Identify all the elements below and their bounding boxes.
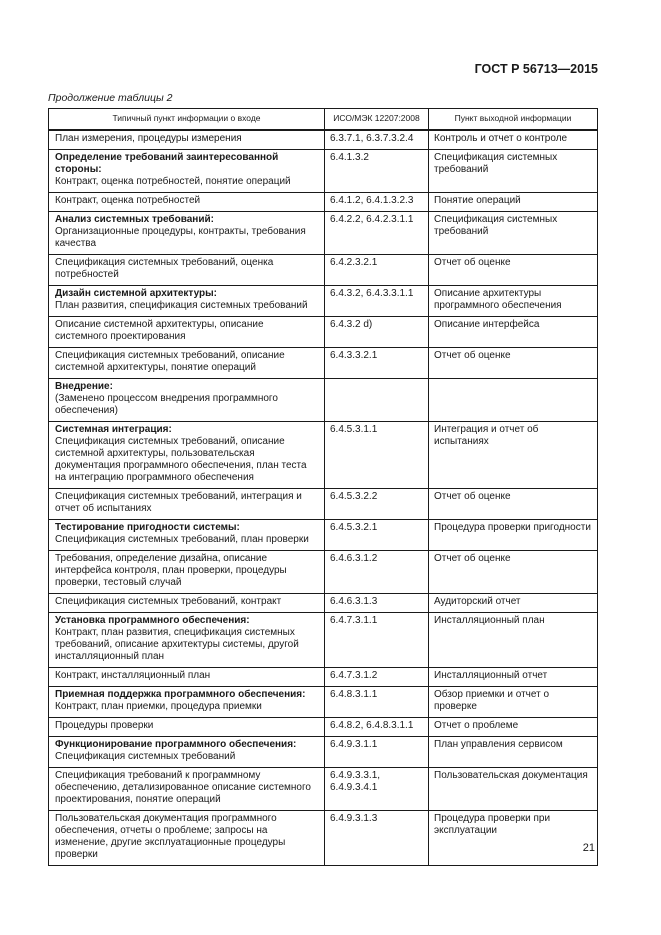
input-info-cell <box>49 286 325 317</box>
standard-ref-cell: 6.4.3.3.2.1 <box>325 348 429 379</box>
info-table <box>48 108 598 866</box>
output-info-cell: Аудиторский отчет <box>429 594 598 613</box>
standard-ref-cell <box>325 379 429 422</box>
output-info-cell: Процедура проверки при эксплуатации <box>429 811 598 866</box>
standard-ref-cell: 6.4.5.3.1.1 <box>325 422 429 489</box>
input-info-text: Контракт, оценка потребностей, понятие операций <box>55 176 291 187</box>
input-info-text: Спецификация требований к программному обеспечению, детализированное описание системного проектирования, понятие операций <box>55 770 311 805</box>
table-caption: Продолжение таблицы 2 <box>48 92 173 104</box>
standard-ref-cell: 6.4.7.3.1.2 <box>325 668 429 687</box>
table-row <box>49 150 598 193</box>
output-info-cell: Интеграция и отчет об испытаниях <box>429 422 598 489</box>
output-info-cell: Описание интерфейса <box>429 317 598 348</box>
table-row <box>49 286 598 317</box>
column-header-input: Типичный пункт информации о входе <box>49 109 325 131</box>
input-info-text: Спецификация системных требований <box>55 751 236 762</box>
table-row <box>49 687 598 718</box>
input-info-text: Контракт, план развития, спецификация системных требований, описание архитектуры системы, другой инсталляционный план <box>55 627 299 662</box>
output-info-cell: Отчет об оценке <box>429 489 598 520</box>
input-info-text: Спецификация системных требований, описание системной архитектуры, понятие операций <box>55 350 285 373</box>
table-row <box>49 520 598 551</box>
standard-code: ГОСТ Р 56713—2015 <box>474 62 598 76</box>
output-info-cell: Инсталляционный отчет <box>429 668 598 687</box>
output-info-cell: Контроль и отчет о контроле <box>429 130 598 150</box>
process-heading: Дизайн системной архитектуры: <box>55 288 217 299</box>
table-header-row <box>49 109 598 131</box>
table-body <box>49 130 598 866</box>
standard-ref-cell: 6.4.9.3.1.1 <box>325 737 429 768</box>
input-info-cell <box>49 489 325 520</box>
table-row <box>49 212 598 255</box>
output-info-cell: Спецификация системных требований <box>429 150 598 193</box>
output-info-cell: Пользовательская документация <box>429 768 598 811</box>
standard-ref-cell: 6.4.7.3.1.1 <box>325 613 429 668</box>
column-header-standard: ИСО/МЭК 12207:2008 <box>325 109 429 131</box>
table-row <box>49 768 598 811</box>
output-info-cell: План управления сервисом <box>429 737 598 768</box>
input-info-cell <box>49 422 325 489</box>
input-info-text: План измерения, процедуры измерения <box>55 133 242 144</box>
table-row <box>49 737 598 768</box>
output-info-cell: Отчет об оценке <box>429 551 598 594</box>
input-info-text: Контракт, инсталляционный план <box>55 670 211 681</box>
standard-ref-cell: 6.4.5.3.2.1 <box>325 520 429 551</box>
input-info-cell <box>49 379 325 422</box>
standard-ref-cell: 6.4.9.3.3.1, 6.4.9.3.4.1 <box>325 768 429 811</box>
input-info-cell <box>49 193 325 212</box>
input-info-cell <box>49 718 325 737</box>
input-info-text: Спецификация системных требований, план проверки <box>55 534 309 545</box>
input-info-text: Организационные процедуры, контракты, требования качества <box>55 226 306 249</box>
standard-ref-cell: 6.4.8.3.1.1 <box>325 687 429 718</box>
input-info-cell <box>49 594 325 613</box>
table-row <box>49 718 598 737</box>
table-row <box>49 255 598 286</box>
process-heading: Установка программного обеспечения: <box>55 615 250 626</box>
input-info-text: Спецификация системных требований, интеграция и отчет об испытаниях <box>55 491 302 514</box>
input-info-text: Описание системной архитектуры, описание системного проектирования <box>55 319 264 342</box>
table-row <box>49 379 598 422</box>
input-info-text: Спецификация системных требований, оценка потребностей <box>55 257 274 280</box>
input-info-cell <box>49 551 325 594</box>
input-info-cell <box>49 811 325 866</box>
table-row <box>49 489 598 520</box>
table-row <box>49 193 598 212</box>
input-info-text: План развития, спецификация системных требований <box>55 300 308 311</box>
input-info-text: Требования, определение дизайна, описание интерфейса контроля, план проверки, процедуры проверки, тестовый случай <box>55 553 287 588</box>
output-info-cell: Спецификация системных требований <box>429 212 598 255</box>
input-info-text: Спецификация системных требований, описание системной архитектуры, пользовательская документация программного обеспечения, план теста на интеграцию программного обеспечения <box>55 436 307 483</box>
input-info-cell <box>49 348 325 379</box>
input-info-text: Пользовательская документация программного обеспечения, отчеты о проблеме; запросы на изменение, другие эксплуатационные процедуры проверки <box>55 813 286 860</box>
input-info-text: Контракт, оценка потребностей <box>55 195 201 206</box>
input-info-cell <box>49 130 325 150</box>
table-row <box>49 551 598 594</box>
output-info-cell: Отчет об оценке <box>429 255 598 286</box>
output-info-cell: Понятие операций <box>429 193 598 212</box>
input-info-text: Процедуры проверки <box>55 720 154 731</box>
table-row <box>49 317 598 348</box>
standard-ref-cell: 6.4.1.2, 6.4.1.3.2.3 <box>325 193 429 212</box>
output-info-cell: Описание архитектуры программного обеспечения <box>429 286 598 317</box>
process-heading: Тестирование пригодности системы: <box>55 522 240 533</box>
page-number: 21 <box>582 842 595 854</box>
output-info-cell: Обзор приемки и отчет о проверке <box>429 687 598 718</box>
input-info-cell <box>49 212 325 255</box>
input-info-cell <box>49 668 325 687</box>
standard-ref-cell: 6.4.3.2 d) <box>325 317 429 348</box>
process-heading: Определение требований заинтересованной стороны: <box>55 152 279 175</box>
input-info-cell <box>49 737 325 768</box>
standard-ref-cell: 6.4.5.3.2.2 <box>325 489 429 520</box>
process-heading: Анализ системных требований: <box>55 214 214 225</box>
input-info-text: Контракт, план приемки, процедура приемки <box>55 701 262 712</box>
table-row <box>49 668 598 687</box>
input-info-cell <box>49 255 325 286</box>
output-info-cell <box>429 379 598 422</box>
output-info-cell: Инсталляционный план <box>429 613 598 668</box>
process-heading: Внедрение: <box>55 381 113 392</box>
column-header-output: Пункт выходной информации <box>429 109 598 131</box>
standard-ref-cell: 6.4.6.3.1.3 <box>325 594 429 613</box>
standard-ref-cell: 6.4.9.3.1.3 <box>325 811 429 866</box>
output-info-cell: Отчет об оценке <box>429 348 598 379</box>
input-info-cell <box>49 687 325 718</box>
output-info-cell: Отчет о проблеме <box>429 718 598 737</box>
table-row <box>49 594 598 613</box>
process-heading: Приемная поддержка программного обеспечения: <box>55 689 306 700</box>
table-row <box>49 811 598 866</box>
standard-ref-cell: 6.4.2.2, 6.4.2.3.1.1 <box>325 212 429 255</box>
input-info-cell <box>49 520 325 551</box>
standard-ref-cell: 6.4.3.2, 6.4.3.3.1.1 <box>325 286 429 317</box>
process-heading: Системная интеграция: <box>55 424 172 435</box>
table-row <box>49 613 598 668</box>
table-row <box>49 348 598 379</box>
output-info-cell: Процедура проверки пригодности <box>429 520 598 551</box>
standard-ref-cell: 6.4.8.2, 6.4.8.3.1.1 <box>325 718 429 737</box>
standard-ref-cell: 6.3.7.1, 6.3.7.3.2.4 <box>325 130 429 150</box>
standard-ref-cell: 6.4.1.3.2 <box>325 150 429 193</box>
input-info-cell <box>49 613 325 668</box>
standard-ref-cell: 6.4.6.3.1.2 <box>325 551 429 594</box>
process-heading: Функционирование программного обеспечения: <box>55 739 297 750</box>
standard-ref-cell: 6.4.2.3.2.1 <box>325 255 429 286</box>
table-row <box>49 422 598 489</box>
input-info-text: Спецификация системных требований, контракт <box>55 596 282 607</box>
input-info-cell <box>49 768 325 811</box>
input-info-text: (Заменено процессом внедрения программного обеспечения) <box>55 393 278 416</box>
input-info-cell <box>49 317 325 348</box>
table-row <box>49 130 598 150</box>
input-info-cell <box>49 150 325 193</box>
